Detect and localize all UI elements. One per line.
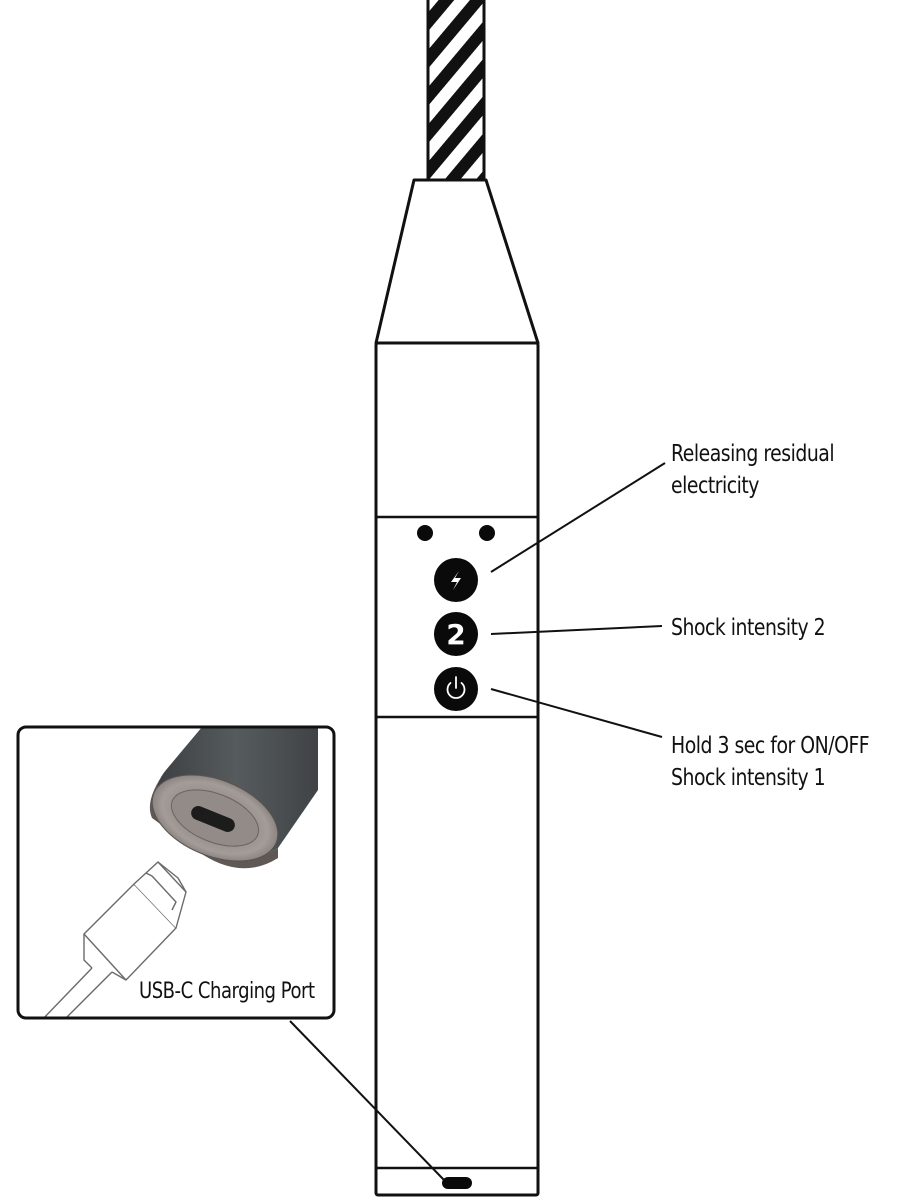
callout-power-line1: Hold 3 sec for ON/OFF (671, 733, 870, 759)
callout-power (671, 730, 869, 794)
lanyard-cord (428, 0, 484, 180)
callout-residual (671, 438, 834, 502)
callout-residual-line2: electricity (671, 473, 759, 499)
usb-c-port[interactable] (442, 1177, 472, 1189)
intensity-2-glyph: 2 (446, 618, 466, 651)
residual-discharge-button[interactable] (434, 558, 478, 602)
electrode-right (479, 525, 495, 541)
callout-intensity2-text: Shock intensity 2 (671, 615, 826, 641)
device-body (376, 343, 538, 1195)
device-top-taper (376, 180, 538, 343)
callout-intensity2 (671, 612, 825, 644)
callout-residual-line1: Releasing residual (671, 441, 835, 467)
power-button[interactable] (434, 667, 478, 711)
electrode-left (417, 525, 433, 541)
intensity-2-button[interactable] (434, 612, 478, 656)
callout-power-line2: Shock intensity 1 (671, 765, 826, 791)
inset-caption: USB-C Charging Port (139, 979, 315, 1004)
